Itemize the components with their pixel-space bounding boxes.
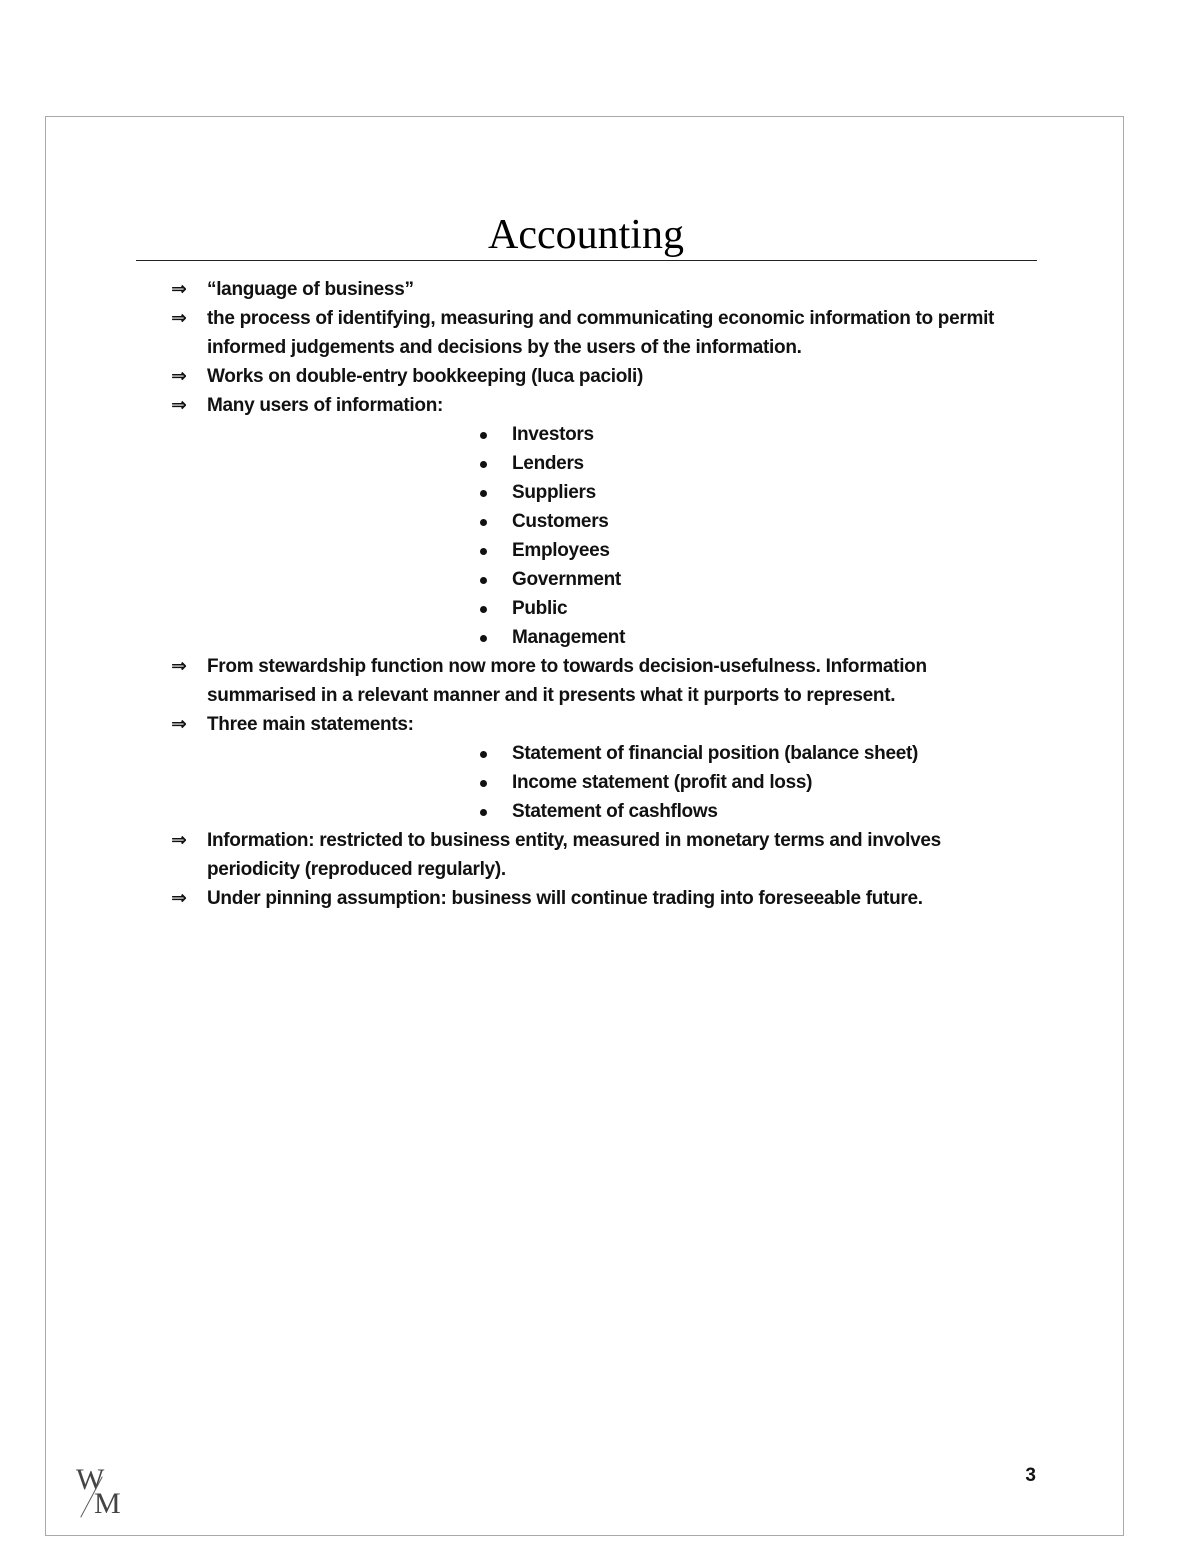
list-item [171, 304, 1011, 362]
content-body [171, 275, 1011, 913]
logo-letter-w: W [76, 1463, 105, 1496]
bullet-icon [480, 751, 487, 758]
bullet-icon [480, 519, 487, 526]
list-item-text: Many users of information: [207, 395, 444, 416]
document-page [45, 116, 1124, 1536]
list-item-text: Three main statements: [207, 714, 414, 735]
title-divider [136, 260, 1037, 261]
bullet-icon [480, 606, 487, 613]
list-item [171, 826, 1011, 884]
bullet-icon [480, 490, 487, 497]
bullet-icon [480, 548, 487, 555]
sublist-item-text: Employees [512, 540, 610, 561]
list-item [171, 391, 1011, 420]
arrow-icon: ⇒ [171, 887, 187, 909]
page-number: 3 [1025, 1465, 1036, 1486]
list-item-text: Information: restricted to business entity, measured in monetary terms and involves periodicity (reproduced regularly). [207, 830, 941, 880]
sublist-item-text: Investors [512, 424, 594, 445]
list-item [171, 710, 1011, 739]
bullet-icon [480, 635, 487, 642]
bullet-icon [480, 780, 487, 787]
list-item [171, 884, 1011, 913]
arrow-icon: ⇒ [171, 713, 187, 735]
arrow-icon: ⇒ [171, 829, 187, 851]
sublist-item-text: Suppliers [512, 482, 596, 503]
bullet-icon [480, 432, 487, 439]
bullet-icon [480, 577, 487, 584]
sublist-item-text: Statement of financial position (balance sheet) [512, 743, 919, 764]
sublist-item-text: Customers [512, 511, 609, 532]
arrow-icon: ⇒ [171, 307, 187, 329]
sublist-item-text: Income statement (profit and loss) [512, 772, 813, 793]
sublist-item-text: Public [512, 598, 568, 619]
arrow-icon: ⇒ [171, 278, 187, 300]
sublist-item [171, 565, 1011, 594]
sublist-item-text: Management [512, 627, 626, 648]
users-sublist [171, 420, 1011, 652]
list-item-text: “language of business” [207, 279, 414, 300]
arrow-icon: ⇒ [171, 394, 187, 416]
bullet-icon [480, 461, 487, 468]
sublist-item [171, 449, 1011, 478]
list-item [171, 362, 1011, 391]
arrow-icon: ⇒ [171, 365, 187, 387]
bullet-icon [480, 809, 487, 816]
wm-logo [76, 1465, 136, 1525]
sublist-item [171, 594, 1011, 623]
sublist-item [171, 536, 1011, 565]
arrow-icon: ⇒ [171, 655, 187, 677]
sublist-item [171, 739, 1011, 768]
sublist-item [171, 478, 1011, 507]
list-item [171, 275, 1011, 304]
sublist-item-text: Lenders [512, 453, 584, 474]
sublist-item [171, 420, 1011, 449]
sublist-item-text: Statement of cashflows [512, 801, 718, 822]
page-title: Accounting [488, 212, 684, 258]
sublist-item [171, 768, 1011, 797]
statements-sublist [171, 739, 1011, 826]
list-item-text: Under pinning assumption: business will continue trading into foreseeable future. [207, 888, 923, 909]
list-item [171, 652, 1011, 710]
sublist-item [171, 797, 1011, 826]
sublist-item-text: Government [512, 569, 621, 590]
list-item-text: Works on double-entry bookkeeping (luca pacioli) [207, 366, 644, 387]
sublist-item [171, 507, 1011, 536]
logo-letter-m: M [94, 1487, 121, 1520]
sublist-item [171, 623, 1011, 652]
list-item-text: the process of identifying, measuring and communicating economic information to permit informed judgements and decisions by the users of the information. [207, 308, 995, 358]
list-item-text: From stewardship function now more to towards decision-usefulness. Information summarised in a relevant manner and it presents what it purports to represent. [207, 656, 927, 706]
